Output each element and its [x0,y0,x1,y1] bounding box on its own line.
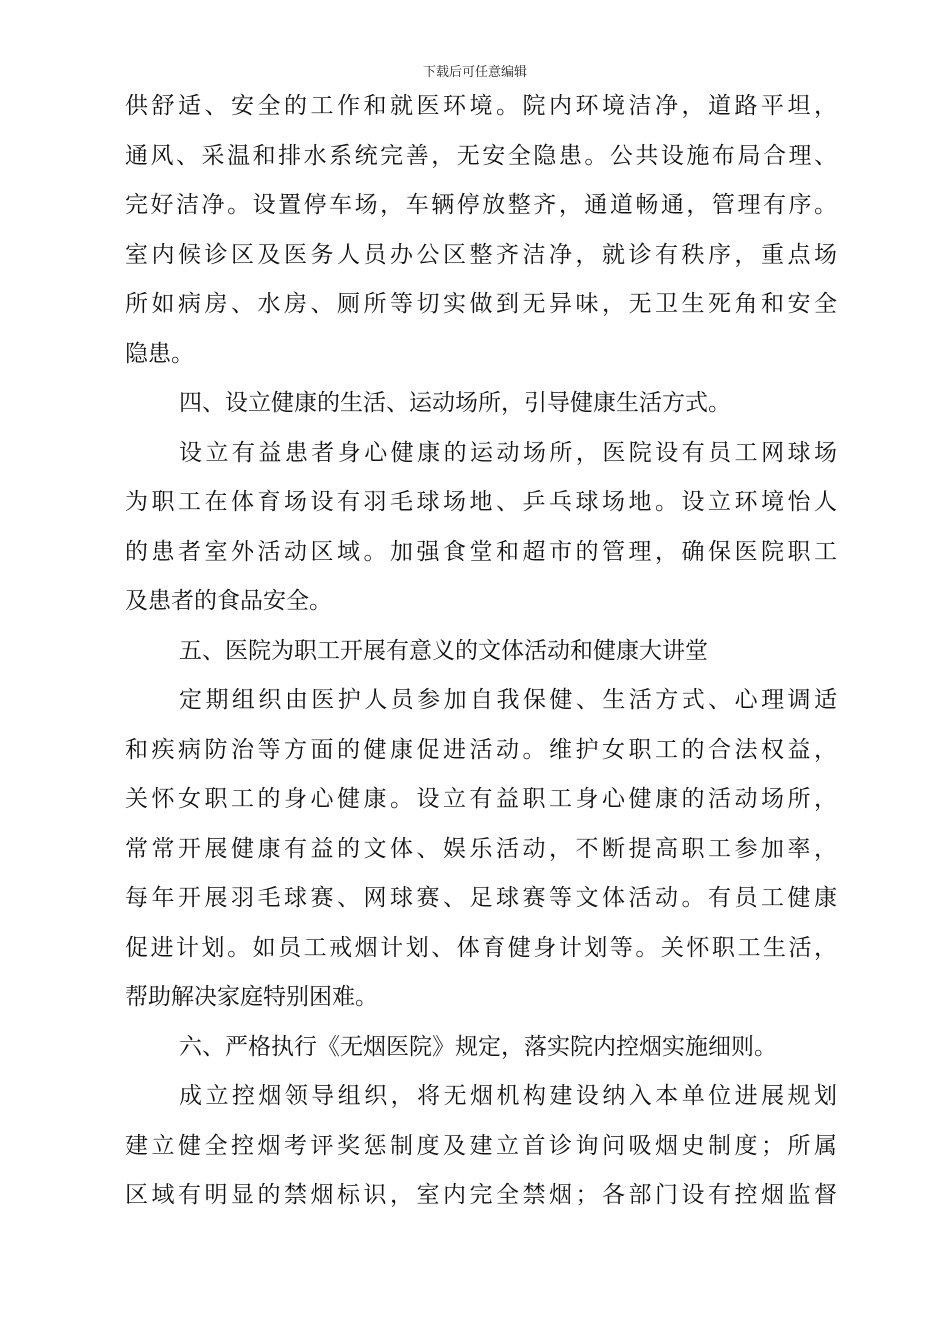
paragraph-sports-venues [125,429,837,627]
text-line: 和疾病防治等方面的健康促进活动。维护女职工的合法权益， [125,736,837,763]
page-header: 下载后可任意编辑 [422,65,527,80]
text-line: 通风、采温和排水系统完善，无安全隐患。公共设施布局合理、 [125,142,837,169]
text-line: 完好洁净。设置停车场，车辆停放整齐，通道畅通，管理有序。 [125,192,837,218]
text-line: 供舒适、安全的工作和就医环境。院内环境洁净，道路平坦， [125,93,837,119]
text-line: 关怀女职工的身心健康。设立有益职工身心健康的活动场所， [125,786,837,812]
section-heading-4 [125,379,837,429]
heading-text: 四、设立健康的生活、运动场所，引导健康生活方式。 [179,390,731,416]
paragraph-environment [125,82,837,379]
text-line: 每年开展羽毛球赛、网球赛、足球赛等文体活动。有员工健康 [125,885,837,911]
text-line: 设立有益患者身心健康的运动场所，医院设有员工网球场 [179,439,837,466]
text-line: 帮助解决家庭特别困难。 [125,984,378,1010]
text-line: 室内候诊区及医务人员办公区整齐洁净，就诊有秩序，重点场 [125,241,837,268]
paragraph-smoking-control [125,1072,837,1221]
text-line: 及患者的食品安全。 [125,588,332,614]
text-line: 促进计划。如员工戒烟计划、体育健身计划等。关怀职工生活， [125,934,837,961]
text-line: 常常开展健康有益的文体、娱乐活动，不断提高职工参加率， [125,835,837,862]
paragraph-staff-activities [125,676,837,1023]
document-body [125,82,837,1221]
text-line: 的患者室外活动区域。加强食堂和超市的管理，确保医院职工 [125,538,837,565]
section-heading-6 [125,1023,837,1073]
heading-text: 五、医院为职工开展有意义的文体活动和健康大讲堂 [179,637,708,664]
text-line: 定期组织由医护人员参加自我保健、生活方式、心理调适 [179,687,837,713]
text-line: 成立控烟领导组织，将无烟机构建设纳入本单位进展规划 [179,1083,837,1109]
text-line: 隐患。 [125,340,194,367]
text-line: 建立健全控烟考评奖惩制度及建立首诊询问吸烟史制度；所属 [125,1132,837,1159]
text-line: 为职工在体育场设有羽毛球场地、乒乓球场地。设立环境怡人 [125,489,837,515]
heading-text: 六、严格执行《无烟医院》规定，落实院内控烟实施细则。 [179,1033,777,1060]
text-line: 区域有明显的禁烟标识，室内完全禁烟；各部门设有控烟监督 [125,1182,837,1208]
text-line: 所如病房、水房、厕所等切实做到无异味，无卫生死角和安全 [125,291,837,317]
section-heading-5 [125,627,837,677]
